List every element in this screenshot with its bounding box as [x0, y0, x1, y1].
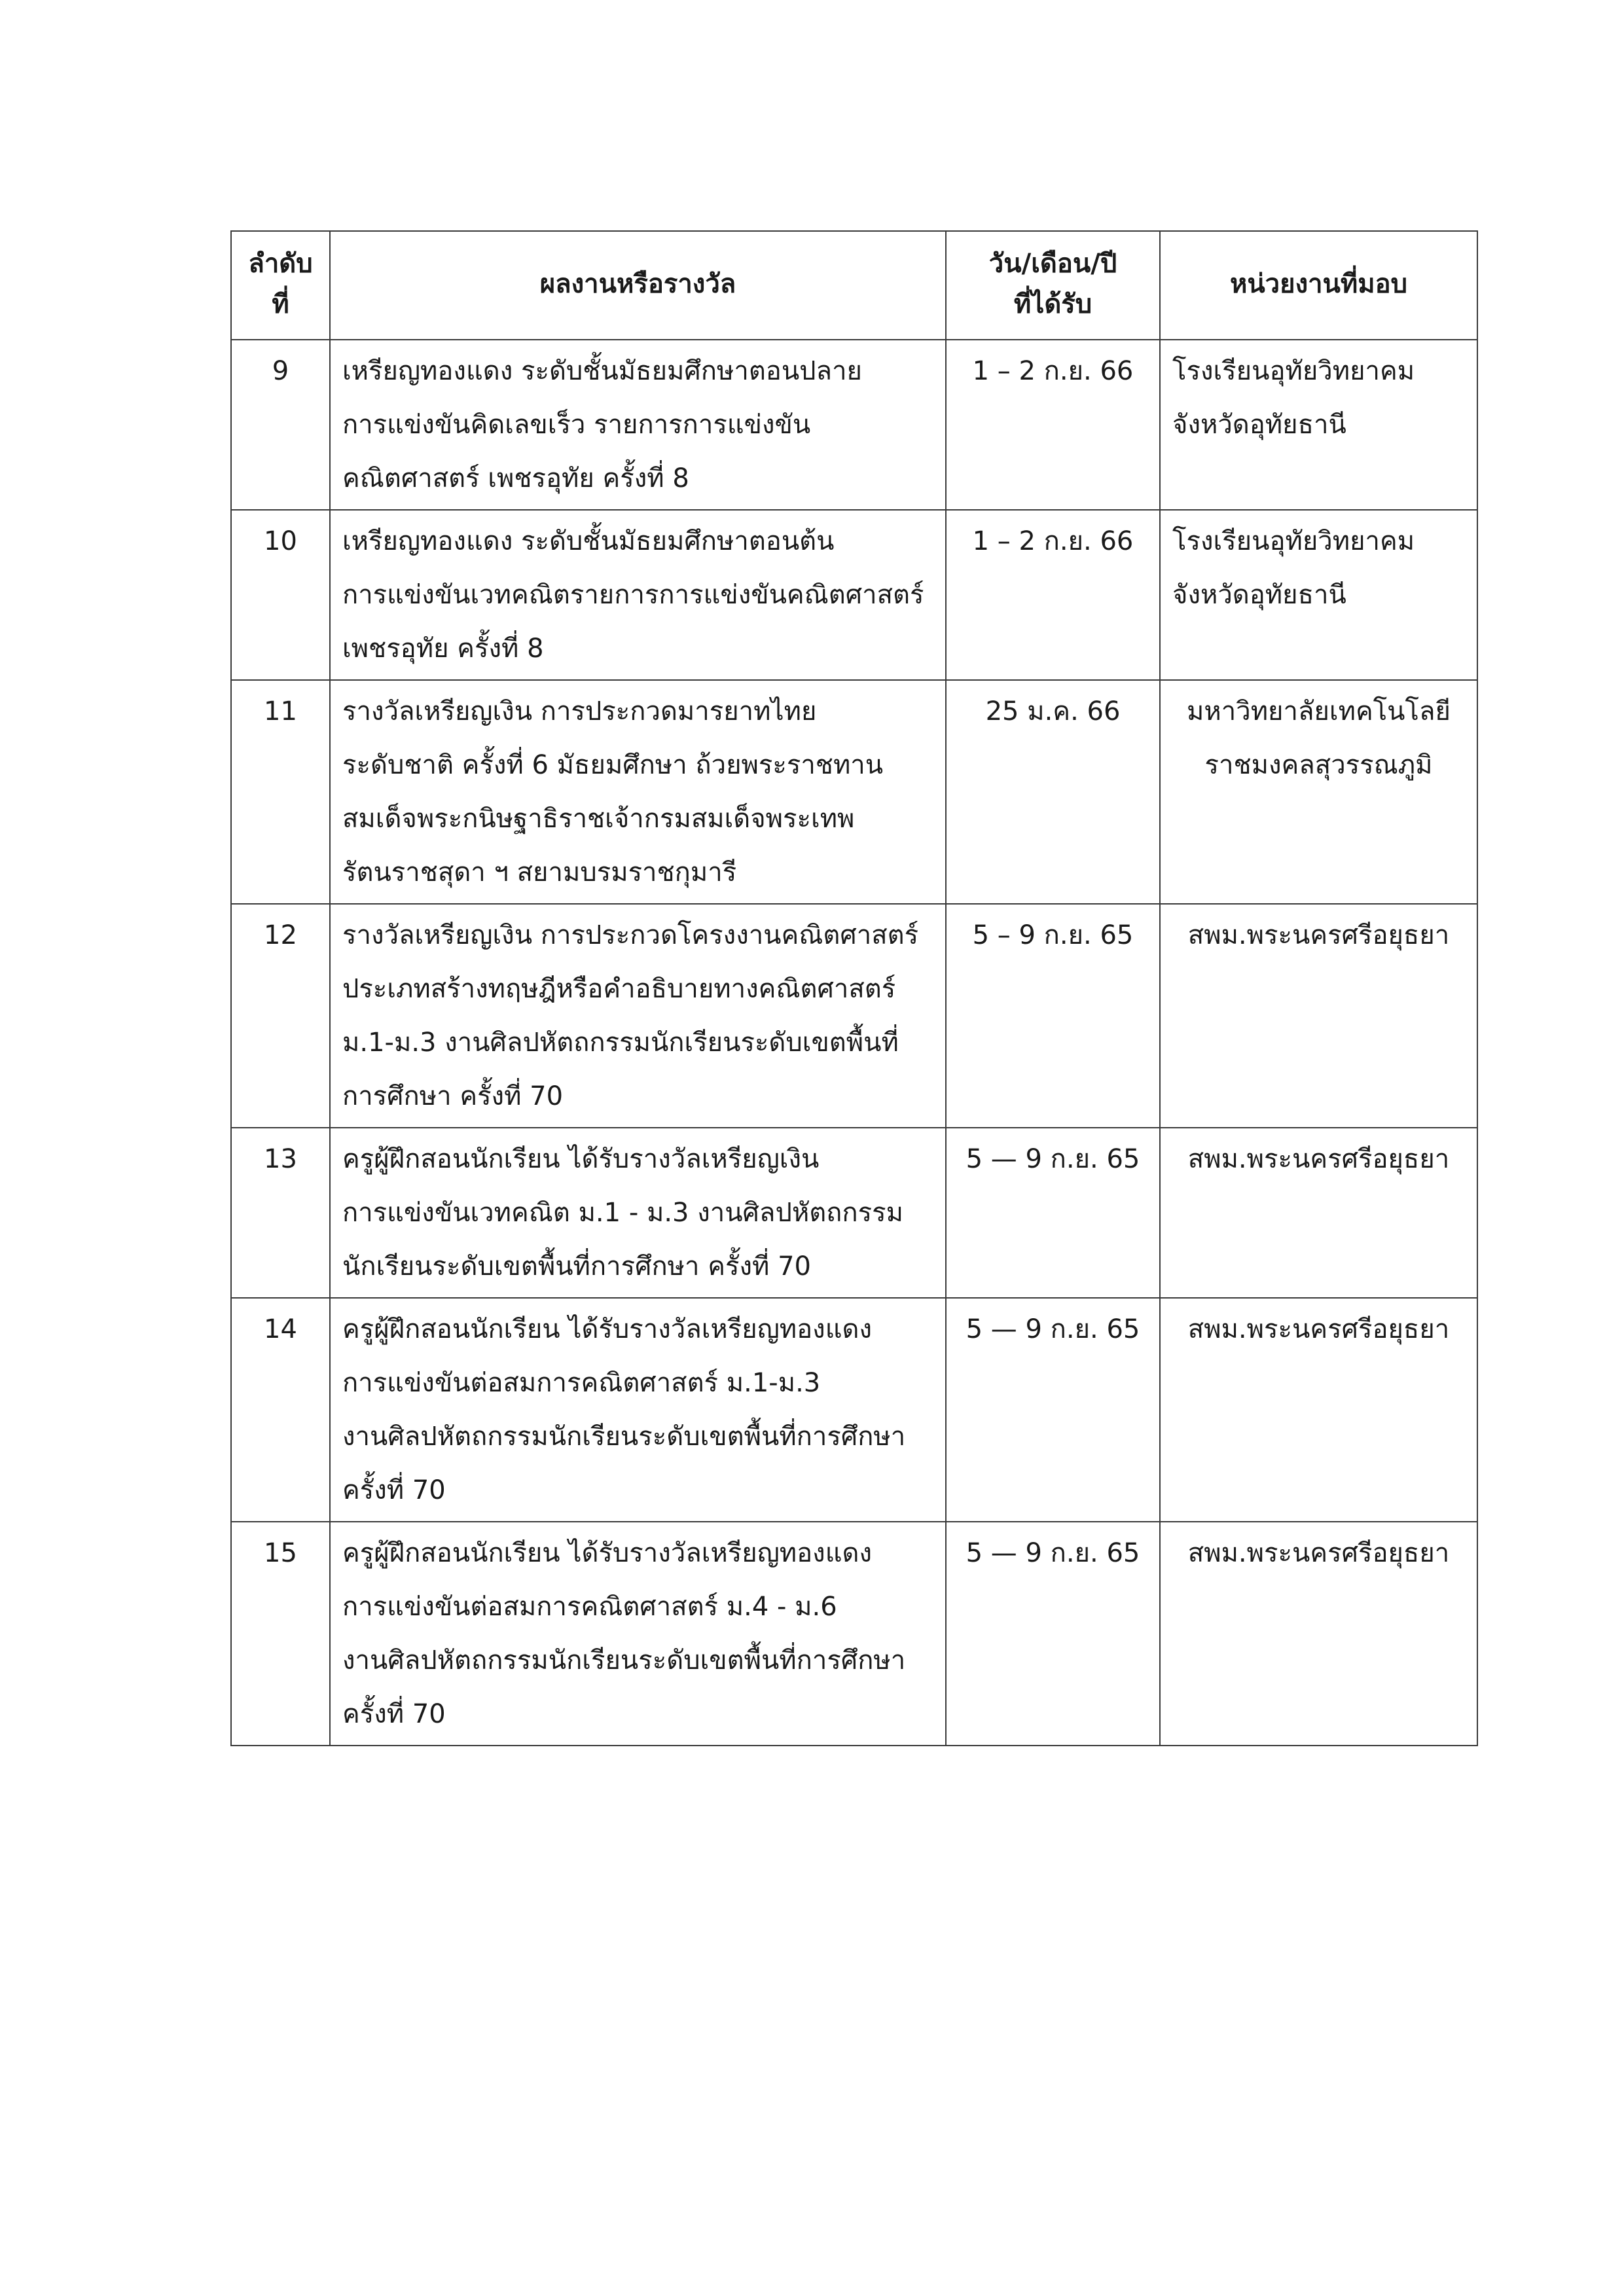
row-date: 5 — 9 ก.ย. 65: [946, 1522, 1160, 1746]
award-line: ประเภทสร้างทฤษฎีหรือคำอธิบายทางคณิตศาสตร์: [342, 974, 896, 1004]
table-row: [231, 904, 1477, 1128]
award-line: การศึกษา ครั้งที่ 70: [342, 1081, 564, 1111]
award-line: ครั้งที่ 70: [342, 1475, 446, 1505]
org-line: สพม.พระนครศรีอยุธยา: [1187, 1314, 1450, 1344]
row-number: 13: [231, 1128, 330, 1298]
award-line: สมเด็จพระกนิษฐาธิราชเจ้ากรมสมเด็จพระเทพ: [342, 804, 855, 834]
header-no: [231, 231, 330, 340]
org-line: จังหวัดอุทัยธานี: [1172, 580, 1346, 610]
award-line: เหรียญทองแดง ระดับชั้นมัธยมศึกษาตอนปลาย: [342, 356, 862, 386]
award-line: งานศิลปหัตถกรรมนักเรียนระดับเขตพื้นที่การศึกษา: [342, 1645, 906, 1676]
row-date: 5 — 9 ก.ย. 65: [946, 1298, 1160, 1522]
row-date: 5 — 9 ก.ย. 65: [946, 1128, 1160, 1298]
award-line: รางวัลเหรียญเงิน การประกวดมารยาทไทย: [342, 696, 817, 726]
header-org: [1160, 231, 1477, 340]
row-number: 11: [231, 680, 330, 904]
award-line: การแข่งขันเวทคณิตรายการการแข่งขันคณิตศาสตร์: [342, 580, 924, 610]
table-row: [231, 510, 1477, 680]
org-line: สพม.พระนครศรีอยุธยา: [1187, 1144, 1450, 1174]
org-line: สพม.พระนครศรีอยุธยา: [1187, 920, 1450, 950]
award-line: การแข่งขันเวทคณิต ม.1 - ม.3 งานศิลปหัตถกรรม: [342, 1198, 903, 1228]
header-award: [330, 231, 946, 340]
row-date: 1 – 2 ก.ย. 66: [946, 510, 1160, 680]
row-award: [330, 510, 946, 680]
org-line: โรงเรียนอุทัยวิทยาคม: [1172, 526, 1415, 556]
award-line: รางวัลเหรียญเงิน การประกวดโครงงานคณิตศาสตร์: [342, 920, 919, 950]
award-line: การแข่งขันต่อสมการคณิตศาสตร์ ม.4 - ม.6: [342, 1592, 837, 1622]
row-org: [1160, 1128, 1477, 1298]
org-line: สพม.พระนครศรีอยุธยา: [1187, 1538, 1450, 1568]
row-award: [330, 1522, 946, 1746]
award-line: ครูผู้ฝึกสอนนักเรียน ได้รับรางวัลเหรียญทองแดง: [342, 1314, 873, 1344]
org-line: ราชมงคลสุวรรณภูมิ: [1204, 750, 1433, 780]
header-date: [946, 231, 1160, 340]
row-org: [1160, 340, 1477, 510]
row-org: [1160, 1522, 1477, 1746]
award-line: ครูผู้ฝึกสอนนักเรียน ได้รับรางวัลเหรียญทองแดง: [342, 1538, 873, 1568]
award-line: เหรียญทองแดง ระดับชั้นมัธยมศึกษาตอนต้น: [342, 526, 835, 556]
table-row: [231, 680, 1477, 904]
row-number: 12: [231, 904, 330, 1128]
org-line: มหาวิทยาลัยเทคโนโลยี: [1187, 696, 1451, 726]
table-header-row: [231, 231, 1477, 340]
row-org: [1160, 680, 1477, 904]
award-line: นักเรียนระดับเขตพื้นที่การศึกษา ครั้งที่ 70: [342, 1251, 811, 1282]
header-date-line-2: ที่ได้รับ: [1013, 289, 1092, 319]
row-date: 5 – 9 ก.ย. 65: [946, 904, 1160, 1128]
row-award: [330, 340, 946, 510]
award-line: ม.1-ม.3 งานศิลปหัตถกรรมนักเรียนระดับเขตพื้นที่: [342, 1028, 899, 1058]
row-award: [330, 904, 946, 1128]
row-award: [330, 680, 946, 904]
award-line: ครั้งที่ 70: [342, 1699, 446, 1729]
row-org: [1160, 510, 1477, 680]
row-org: [1160, 1298, 1477, 1522]
table-row: [231, 1522, 1477, 1746]
award-line: ครูผู้ฝึกสอนนักเรียน ได้รับรางวัลเหรียญเงิน: [342, 1144, 820, 1174]
row-number: 14: [231, 1298, 330, 1522]
header-date-line-1: วัน/เดือน/ปี: [988, 249, 1117, 279]
org-line: โรงเรียนอุทัยวิทยาคม: [1172, 356, 1415, 386]
award-line: ระดับชาติ ครั้งที่ 6 มัธยมศึกษา ถ้วยพระราชทาน: [342, 750, 884, 780]
header-no-line-2: ที่: [272, 289, 289, 319]
row-date: 25 ม.ค. 66: [946, 680, 1160, 904]
row-award: [330, 1128, 946, 1298]
header-award-label: ผลงานหรือรางวัล: [539, 269, 736, 299]
award-line: งานศิลปหัตถกรรมนักเรียนระดับเขตพื้นที่การศึกษา: [342, 1422, 906, 1452]
row-number: 9: [231, 340, 330, 510]
header-org-label: หน่วยงานที่มอบ: [1229, 269, 1408, 299]
row-number: 15: [231, 1522, 330, 1746]
award-line: การแข่งขันต่อสมการคณิตศาสตร์ ม.1-ม.3: [342, 1368, 821, 1398]
award-line: การแข่งขันคิดเลขเร็ว รายการการแข่งขัน: [342, 410, 811, 440]
award-line: คณิตศาสตร์ เพชรอุทัย ครั้งที่ 8: [342, 463, 689, 493]
org-line: จังหวัดอุทัยธานี: [1172, 410, 1346, 440]
header-no-line-1: ลำดับ: [248, 249, 313, 279]
table-row: [231, 340, 1477, 510]
award-line: เพชรอุทัย ครั้งที่ 8: [342, 634, 544, 664]
table-row: [231, 1298, 1477, 1522]
row-award: [330, 1298, 946, 1522]
row-org: [1160, 904, 1477, 1128]
award-line: รัตนราชสุดา ฯ สยามบรมราชกุมารี: [342, 857, 737, 888]
row-date: 1 – 2 ก.ย. 66: [946, 340, 1160, 510]
row-number: 10: [231, 510, 330, 680]
awards-table: [230, 230, 1478, 1746]
table-row: [231, 1128, 1477, 1298]
